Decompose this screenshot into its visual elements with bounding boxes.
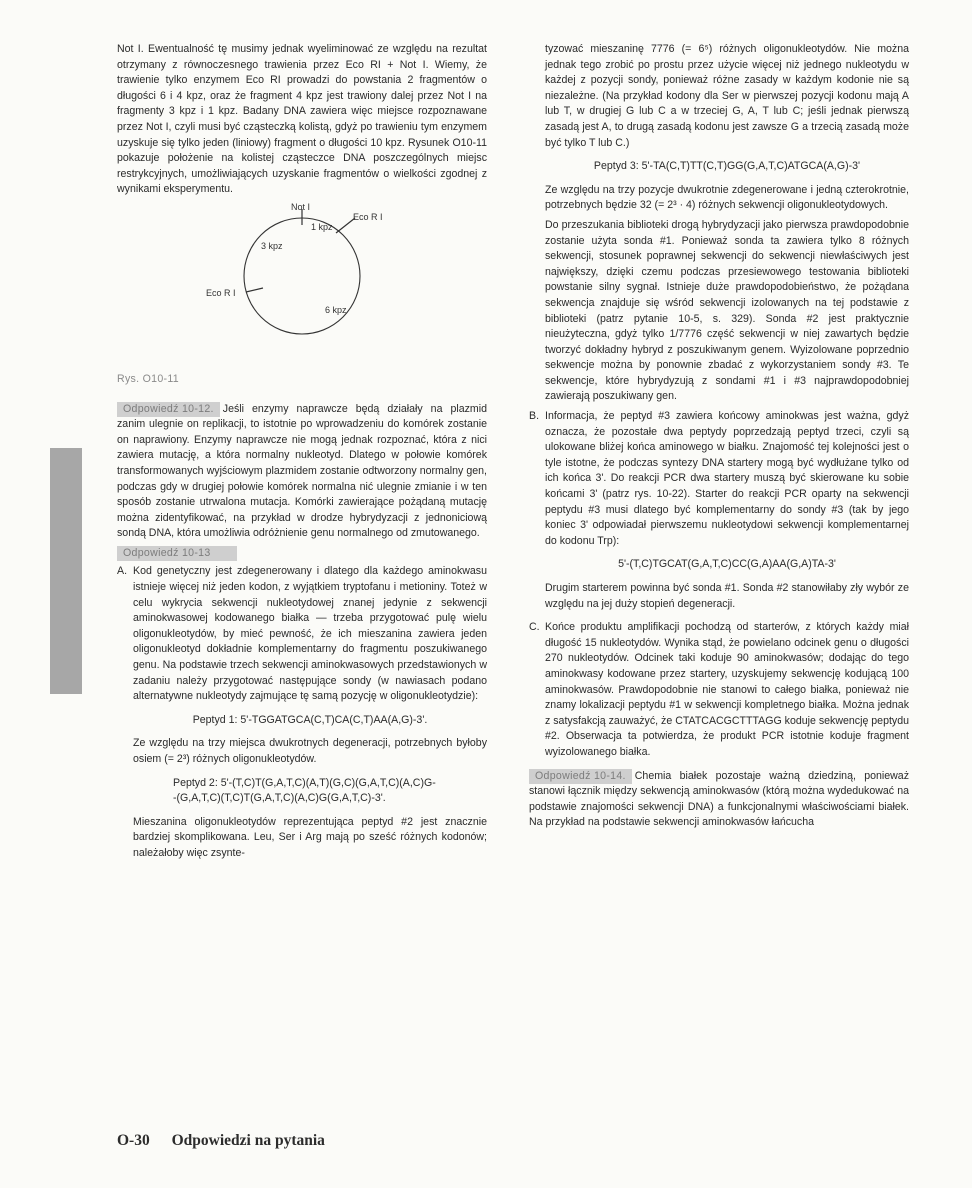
section-title: Odpowiedzi na pytania — [171, 1132, 325, 1149]
item-c-marker: C. — [529, 621, 540, 634]
peptide-2-sequence-line2: -(G,A,T,C)(T,C)T(G,A,T,C)(A,C)G(G,A,T,C)-3'. — [173, 792, 386, 805]
answer-tag-10-14: Odpowiedź 10-14. — [529, 769, 632, 785]
item-c-text: Końce produktu amplifikacji pochodzą od starterów, z których każdy miał długość 15 nukleotydów. Wynika stąd, że powielano odcinek genu o długości 270 nukleotydów. Odcinek taki koduje 90 aminokwasów; dodając do tego aminokwasy kodowane przez startery, uzyskujemy sekwencję kodującą 100 aminokwasów. Prawdopodobnie nie stanowi to całego białka, ponieważ nie znamy lokalizacji peptydu #1 w sekwencji kompletnego białka. Można jednak z satysfakcją zauważyć, że CTATCACGCTTTAGG koduje sekwencję peptydu #2. Obserwacja ta potwierdza, że produkt PCR istotnie koduje fragment wyizolowanego białka. — [545, 621, 909, 758]
figure-label-3kpz: 3 kpz — [261, 240, 283, 251]
figure-label-ecori-left: Eco R I — [206, 287, 236, 298]
answer-10-12-text: Jeśli enzymy naprawcze będą działały na plazmid zanim ulegnie on replikacji, to istotnie po wprowadzeniu do komórek zostanie on naprawiony. Enzymy naprawcze nie mogą jednak rozpoznać, która z nici zawiera mutację, a która normalny nukleotyd. Dlatego w połowie komórek transformowanych wyjściowym plazmidem zostanie odtworzony normalny gen, podczas gdy w drugiej połowie komórek normalna nić ulegnie zmianie i w ten sposób zostanie utrwalona mutacja. Komórki zawierające pożądaną mutację można zidentyfikować, na przykład w drodze hybrydyzacji z jednoniciową sondą DNA, która umożliwia odróżnienie genu normalnego od zmutowanego. — [117, 402, 487, 540]
answer-10-14 — [529, 769, 909, 831]
item-b-text: Informacja, że peptyd #3 zawiera końcowy aminokwas jest ważna, gdyż oznacza, że pozostałe dwa peptydy poprzedzają peptyd trzeci, czyli są ulokowane bliżej końca aminowego w białku. Znajomość tej kolejności jest o tyle istotne, że podczas syntezy DNA startery mogą być wydłużane tylko od ich końca 3'. Do reakcji PCR dwa startery muszą być skierowane ku sobie końcami 3' (patrz rys. 10-22). Starter do reakcji PCR oparty na sekwencji peptydu #3 musi dlatego być komplementarny do sondy #3 (tak by jego koniec 3' odpowiadał pierwszemu nukleotydowi sekwencji komplementarnej do kodonu Trp): — [545, 410, 909, 547]
figure-label-ecori-top: Eco R I — [353, 211, 383, 222]
page-footer — [117, 1132, 325, 1150]
answer-10-13-item-b — [529, 409, 909, 616]
item-b-marker: B. — [529, 410, 540, 423]
peptide-3-explanation: Ze względu na trzy pozycje dwukrotnie zdegenerowane i jedną czterokrotnie, potrzebnych będzie 32 (= 2³ · 4) różnych sekwencji oligonukleotydowych. — [545, 183, 909, 212]
left-column — [117, 42, 487, 870]
right-column — [529, 42, 909, 835]
peptide-2-explanation: Mieszanina oligonukleotydów reprezentująca peptyd #2 jest znacznie bardziej skomplikowana. Leu, Ser i Arg mają po sześć różnych kodonów; należałoby więc zsynte- — [133, 815, 487, 859]
plasmid-map-diagram — [117, 206, 487, 366]
figure-label-not1: Not I — [291, 201, 311, 212]
ecori-left-site-marker — [246, 288, 263, 292]
plasmid-figure — [117, 201, 487, 366]
item-a-continuation-block — [529, 42, 909, 405]
probe-strategy-paragraph: Do przeszukania biblioteki drogą hybrydyzacji jako pierwsza prawdopodobnie zostanie użyta sonda #1. Ponieważ sonda ta zawiera tylko 8 różnych sekwencji, stosunek poprawnej sekwencji do sekwencji niewłaściwych jest największy, dzięki czemu podczas przesiewowego testowania biblioteki powstanie silny sygnał. Istnieje duże prawdopodobieństwo, że pożądana sekwencja znajduje się wśród sekwencji izolowanych na tej podstawie z biblioteki (patrz pytanie 10-5, s. 329). Sonda #2 jest praktycznie nieużyteczna, gdyż tylko 1/7776 część sekwencji w niej zawartych będzie tworzyć dokładny hybryd z poszukiwanym genem. Wyizolowane poprzednio sekwencje można by ponownie zbadać z wykorzystaniem sondy #3. Te sekwencje, które hybrydyzują z sondami #1 i #3 najprawdopodobniej zawierają poszukiwany gen. — [545, 218, 909, 403]
figure-label-6kpz: 6 kpz — [325, 304, 347, 315]
item-a-continuation: tyzować mieszaninę 7776 (= 6⁵) różnych oligonukleotydów. Nie można jednak tego zrobić po prostu przez użycie więcej niż jednego nukleotydu w każdej z pozycji sondy, ponieważ różne zasady w każdym kodonie nie są niezależne. (Na przykład kodony dla Ser w pierwszej pozycji kodonu mają A lub T, w drugiej G lub C a w trzeciej G, A, T lub C; jeśli jednak pierwszą zasadą jest A, to drugą zasadą kodonu jest zawsze G a trzecią zasadą może być tylko T lub C.) — [545, 43, 909, 149]
chapter-thumb-tab — [50, 448, 82, 694]
answer-10-13-item-a — [117, 564, 487, 865]
answer-tag-10-13: Odpowiedź 10-13 — [117, 546, 237, 562]
peptide-3-sequence: Peptyd 3: 5'-TA(C,T)TT(C,T)GG(G,A,T,C)ATGCA(A,G)-3' — [593, 160, 861, 173]
item-a-text: Kod genetyczny jest zdegenerowany i dlatego dla każdego aminokwasu istnieje więcej niż jeden kodon, z wyjątkiem tryptofanu i metioniny. Toteż w celu wykrycia sekwencji nukleotydowej znanej jedynie z sekwencji aminokwasowej kodowanego białka — trzeba przygotować pulę wielu oligonukleotydów, by mieć pewność, że ich mieszanina zawiera jeden oligonukleotyd dokładnie komplementarny do fragmentu poszukiwanego genu. Na podstawie trzech sekwencji aminokwasowych przedstawionych w zadaniu należy przygotować następujące sondy (w nawiasach podano alternatywne nukleotydy zajmujące tę samą pozycję w oligonukleotydzie): — [133, 565, 487, 703]
peptide-1-explanation: Ze względu na trzy miejsca dwukrotnych degeneracji, potrzebnych byłoby osiem (= 2³) różnych oligonukleotydów. — [133, 737, 487, 765]
peptide-1-sequence: Peptyd 1: 5'-TGGATGCA(C,T)CA(C,T)AA(A,G)-3'. — [192, 713, 428, 726]
answer-10-14-text: Chemia białek pozostaje ważną dziedziną, ponieważ stanowi łącznik między sekwencją aminokwasów (którą można wydedukować na podstawie znajomości sekwencji DNA) a funkcjonalnymi właściwościami białek. Na przykład na podstawie sekwencji aminokwasów łańcucha — [529, 769, 909, 829]
primer-sequence: 5'-(T,C)TGCAT(G,A,T,C)CC(G,A)AA(G,A)TA-3' — [618, 558, 836, 571]
item-a-marker: A. — [117, 565, 128, 578]
item-b-conclusion: Drugim starterem powinna być sonda #1. Sonda #2 stanowiłaby zły wybór ze względu na jej duży stopień degeneracji. — [545, 582, 909, 610]
peptide-2-sequence-line1: Peptyd 2: 5'-(T,C)T(G,A,T,C)(A,T)(G,C)(G,A,T,C)(A,C)G- — [173, 776, 436, 789]
intro-paragraph: Not I. Ewentualność tę musimy jednak wyeliminować ze względu na rezultat otrzymany z równoczesnego trawienia przez Eco RI + Not I. Wiemy, że trawienie tylko enzymem Eco RI prowadzi do powstania 2 fragmentów o długości 6 i 4 kpz, oraz że fragment 4 kpz jest trawiony dalej przez Not I na fragmenty 3 kpz i 1 kpz. Badany DNA zawiera więc miejsce rozpoznawane przez Not I, czyli musi być cząsteczką kolistą, gdyż po trawieniu tym enzymem uzyskuje się tylko jeden (liniowy) fragment o długości 10 kpz. Rysunek O10-11 pokazuje położenie na kolistej cząsteczce DNA poszczególnych miejsc restrykcyjnych, umożliwiających uzyskanie fragmentów o wielkości zgodnej z wynikami eksperymentu. — [117, 43, 487, 196]
answer-10-13-item-c — [529, 620, 909, 764]
figure-caption: Rys. O10-11 — [117, 372, 179, 385]
figure-label-1kpz: 1 kpz — [311, 221, 333, 232]
answer-tag-10-12: Odpowiedź 10-12. — [117, 402, 220, 418]
page-number: O-30 — [117, 1132, 150, 1149]
answer-10-12 — [117, 402, 487, 542]
